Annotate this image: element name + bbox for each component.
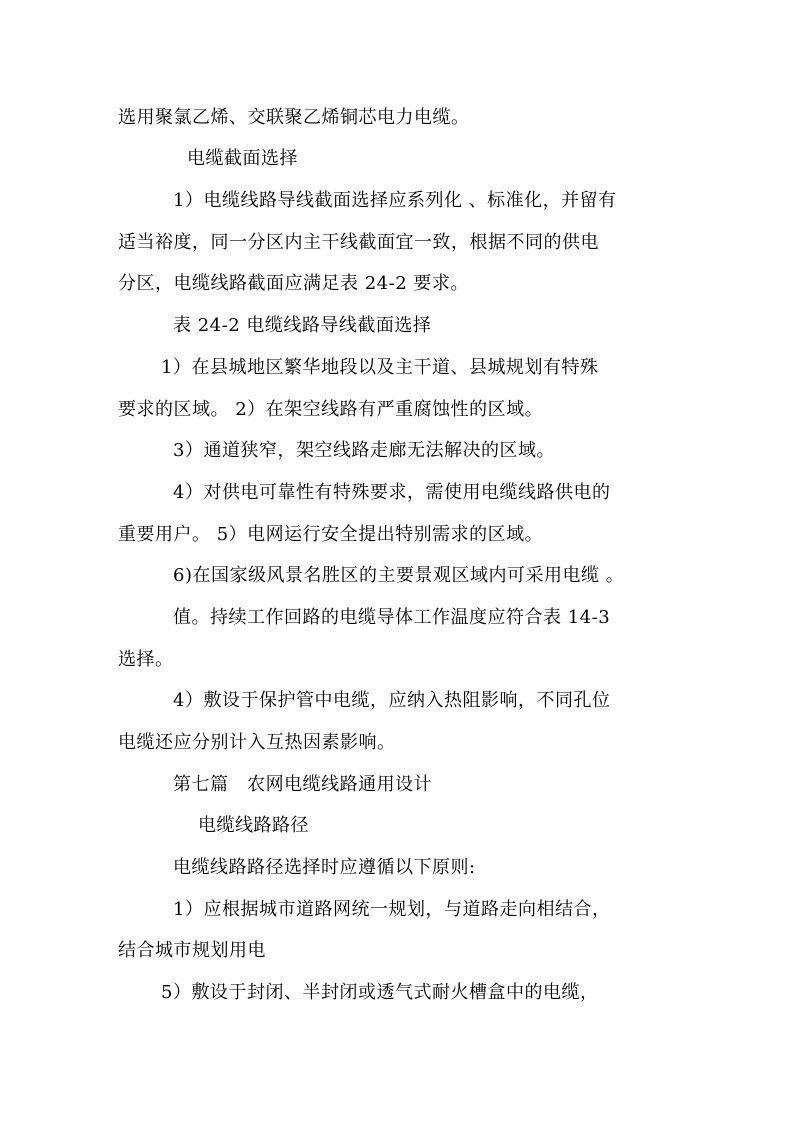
section-heading: 电缆截面选择 (187, 148, 298, 169)
text-line: 4）对供电可靠性有特殊要求，需使用电缆线路供电的 (173, 482, 611, 503)
text-line: 要求的区域。 2）在架空线路有严重腐蚀性的区域。 (118, 399, 544, 420)
text-line: 3）通道狭窄，架空线路走廊无法解决的区域。 (173, 440, 555, 461)
text-line: 结合城市规划用电 (118, 940, 266, 961)
text-line: 4）敷设于保护管中电缆，应纳入热阻影响，不同孔位 (173, 690, 611, 711)
text-line: 重要用户。 5）电网运行安全提出特别需求的区域。 (118, 524, 544, 545)
text-line: 值。持续工作回路的电缆导体工作温度应符合表 14-3 (173, 607, 611, 628)
text-line: 选用聚氯乙烯、交联聚乙烯铜芯电力电缆。 (118, 107, 470, 128)
section-heading: 电缆线路路径 (198, 815, 309, 836)
text-line: 6)在国家级风景名胜区的主要景观区域内可采用电缆 。 (173, 565, 625, 586)
text-line: 选择。 (118, 649, 174, 670)
text-line: 分区，电缆线路截面应满足表 24-2 要求。 (118, 273, 469, 294)
text-line: 电缆还应分别计入互热因素影响。 (118, 732, 396, 753)
text-line: 5）敷设于封闭、半封闭或透气式耐火槽盒中的电缆， (161, 982, 599, 1003)
table-caption: 表 24-2 电缆线路导线截面选择 (173, 315, 432, 336)
text-line: 电缆线路路径选择时应遵循以下原则: (173, 857, 476, 878)
text-line: 1）电缆线路导线截面选择应系列化 、标准化，并留有 (173, 190, 617, 211)
text-line: 1）应根据城市道路网统一规划，与道路走向相结合， (173, 899, 611, 920)
text-line: 1）在县城地区繁华地段以及主干道、县城规划有特殊 (161, 357, 599, 378)
chapter-heading: 第七篇 农网电缆线路通用设计 (173, 774, 433, 795)
text-line: 适当裕度，同一分区内主干线截面宜一致，根据不同的供电 (118, 232, 599, 253)
